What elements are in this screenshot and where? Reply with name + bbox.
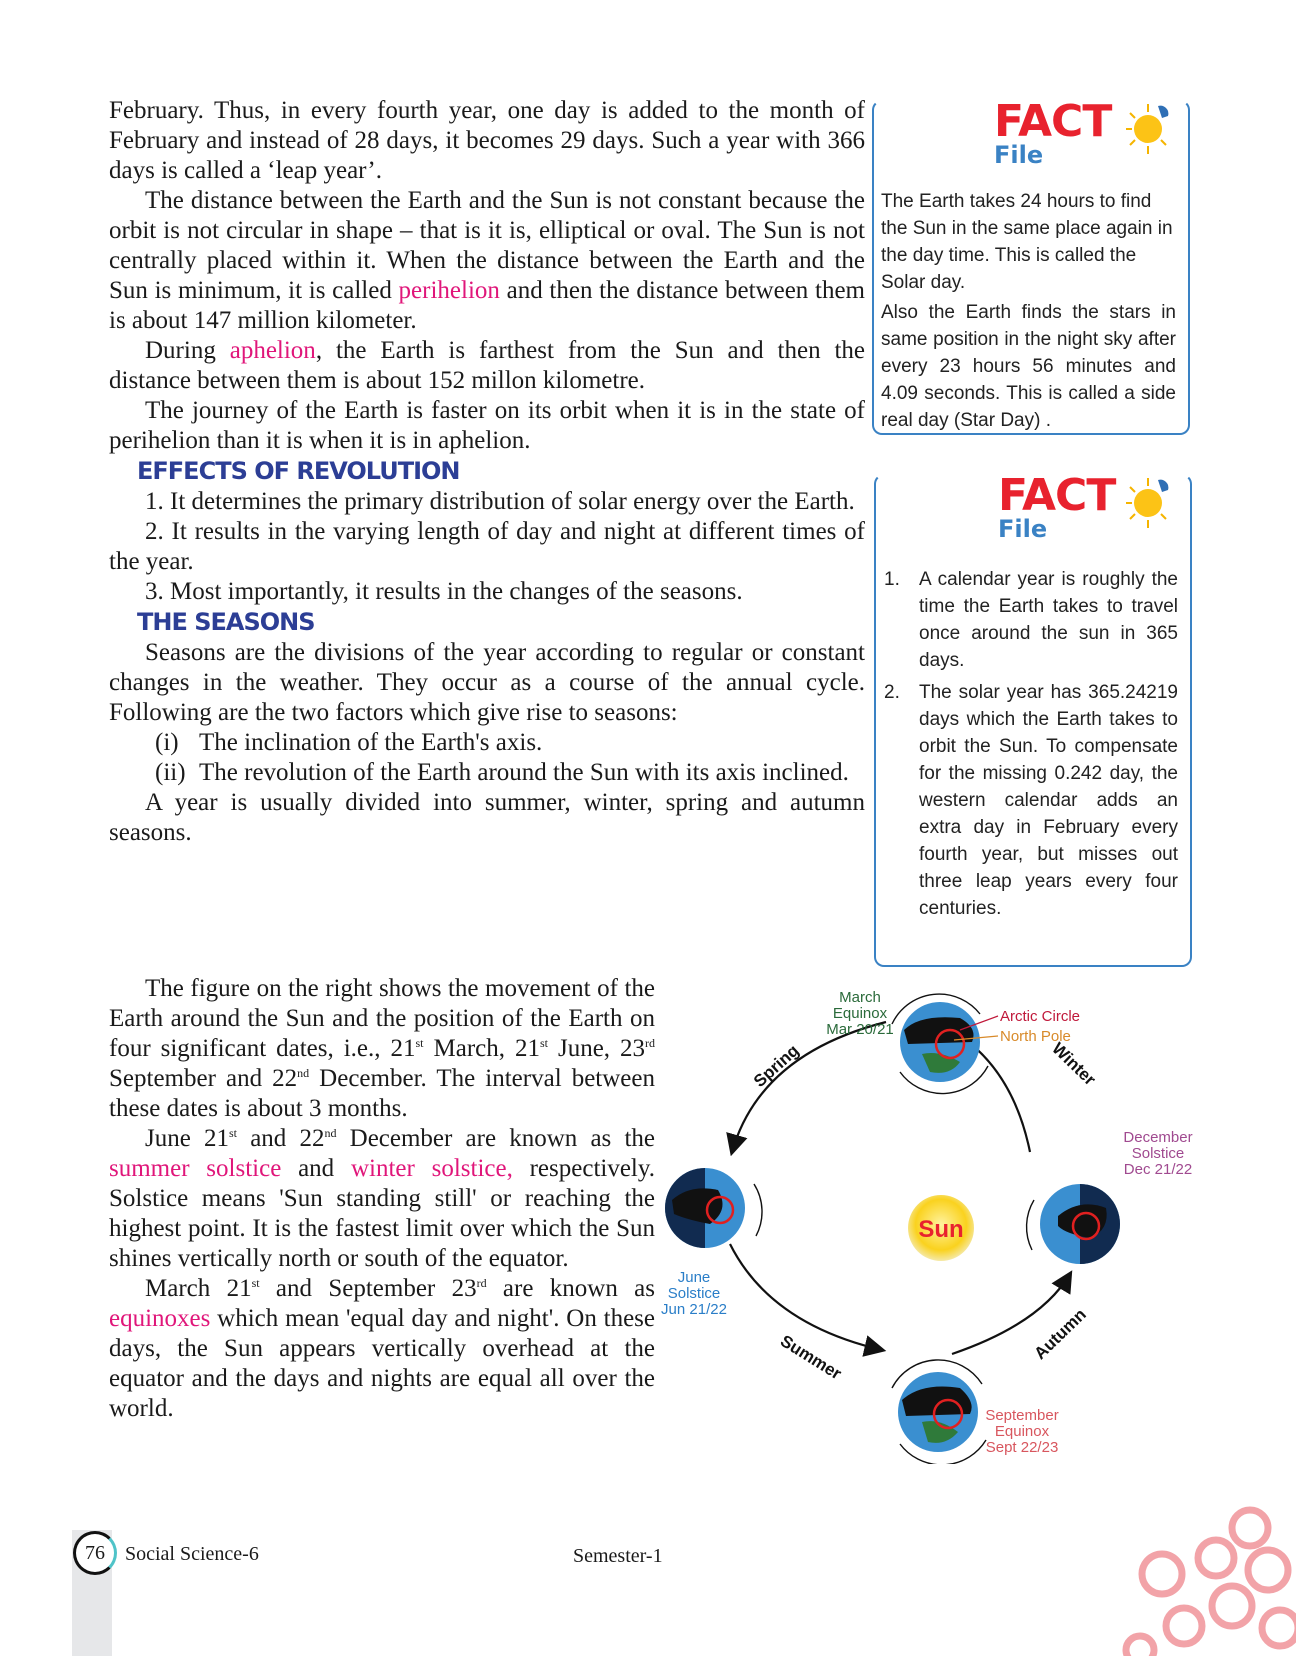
heading-effects-of-revolution: EFFECTS OF REVOLUTION [137,457,460,485]
fact-body [883,566,1178,927]
paragraph-journey: The journey of the Earth is faster on its orbit when it is in the state of perihelion than it is when it is in aphelion. [109,397,865,454]
text: The figure on the right shows the movement of the Earth around the Sun and the position of the Earth on four significant dates, i.e., 21 [109,975,655,1062]
fact-item-text: The solar year has 365.24219 days which the Earth takes to orbit the Sun. To compensate for the missing 0.242 day, the western calendar adds an extra day in February every fourth year, but misses out three leap years every four centuries. [919,682,1178,919]
text: and then the distance between them is about 147 million kilometer. [109,277,865,334]
fact-item [883,679,1178,922]
march-label [826,989,894,1038]
list-text: The inclination of the Earth's axis. [199,729,543,756]
season-autumn-label: Autumn [1030,1304,1090,1364]
text: September and 22 [109,1065,298,1092]
text: are known as [486,1275,655,1302]
paragraph-four-seasons: A year is usually divided into summer, winter, spring and autumn seasons. [109,789,865,846]
label-line: Dec 21/22 [1123,1161,1193,1178]
arctic-circle-label: Arctic Circle [1000,1008,1081,1025]
earth-march [892,994,988,1093]
factor-item [109,758,865,788]
text: June 21 [145,1125,229,1152]
list-text: The revolution of the Earth around the Sun with its axis inclined. [199,759,849,786]
label-line: Sept 22/23 [985,1439,1059,1456]
orbit-arrow-spring [732,1022,886,1152]
june-label [661,1269,727,1318]
sun-icon [1118,474,1184,534]
december-label [1123,1129,1192,1178]
label-line: Solstice [1131,1145,1185,1162]
term-summer-solstice: summer solstice [109,1155,282,1182]
sup: st [251,1276,260,1290]
narrow-text [109,974,655,1424]
semester-label: Semester-1 [573,1545,663,1567]
september-label [985,1407,1058,1456]
label-line: December [1123,1129,1193,1146]
north-pole-label: North Pole [1000,1028,1071,1045]
fact-file-heading [994,96,1112,169]
fact-item-text: A calendar year is roughly the time the Earth takes to travel once around the sun in 365 days. [919,569,1178,671]
label-line: Equinox [994,1423,1050,1440]
list-number: (ii) [155,759,186,786]
label-line: September [985,1407,1059,1424]
effect-item: 2. It results in the varying length of day and night at different times of the year. [109,518,865,575]
fact-title: FACT [998,470,1116,521]
label-line: Mar 20/21 [826,1021,894,1038]
text: March 21 [145,1275,252,1302]
sup: st [415,1036,424,1050]
label-line: June [677,1269,711,1286]
text: and 22 [237,1125,325,1152]
text: and September 23 [259,1275,477,1302]
term-perihelion: perihelion [398,277,500,304]
text: and [281,1155,351,1182]
effect-item: 3. Most importantly, it results in the changes of the seasons. [145,578,743,605]
label-line: Solstice [667,1285,721,1302]
fact-subtitle: File [998,515,1048,543]
text: March, 21 [423,1035,540,1062]
season-spring-label: Spring [749,1040,803,1091]
paragraph-equinox [109,1274,655,1424]
decorative-circles [1120,1500,1296,1656]
text: respectively. Solstice means 'Sun standing still' or reaching the highest point. It is the fastest limit over which the Sun shines vertically north or south of the equator. [109,1155,655,1272]
paragraph-leap-year: February. Thus, in every fourth year, one day is added to the month of February and instead of 28 days, it becomes 29 days. Such a year with 366 days is called a ‘leap year’. [109,97,865,184]
paragraph-seasons: Seasons are the divisions of the year according to regular or constant changes in the weather. They occur as a course of the annual cycle. Following are the two factors which give rise to seasons: [109,639,865,726]
fact-item [883,566,1178,674]
fact-file-box [872,96,1190,435]
fact-text: The Earth takes 24 hours to find the Sun in the same place again in the day time. This is called the Solar day. [881,191,1173,293]
orbit-arrow-summer [730,1244,882,1350]
sup: nd [297,1066,310,1080]
sup: rd [645,1036,656,1050]
term-winter-solstice: winter solstice, [350,1155,513,1182]
sun-label: Sun [918,1216,964,1243]
fact-body [881,188,1176,437]
fact-title: FACT [994,96,1112,147]
season-winter-label: Winter [1048,1038,1100,1090]
term-equinoxes: equinoxes [109,1305,211,1332]
fact-file-heading [998,470,1116,543]
fact-item-number: 1. [884,569,900,590]
paragraph-solstice [109,1124,655,1274]
text: June, 23 [547,1035,646,1062]
text: During [145,337,230,364]
earth-december [1027,1184,1120,1264]
book-title: Social Science-6 [125,1543,259,1565]
factor-item [109,728,865,758]
text: The distance between the Earth and the Sun is not constant because the orbit is not circular in shape – that is it is, elliptical or oval. The Sun is not centrally placed within it. When the distance between the Earth and the Sun is minimum, it is called [109,187,865,304]
fact-subtitle: File [994,141,1044,169]
sup: nd [324,1126,337,1140]
seasons-diagram [660,984,1216,1464]
paragraph-aphelion [109,336,865,396]
label-line: Equinox [832,1005,888,1022]
page-number: 76 [73,1531,117,1575]
text: which mean 'equal day and night'. On these days, the Sun appears vertically overhead at the equator and the days and nights are equal all over the world. [109,1305,655,1422]
text: December. The interval between these dates is about 3 months. [109,1065,655,1122]
sun-icon [1118,100,1184,160]
main-text [109,96,865,848]
term-aphelion: aphelion [229,337,316,364]
list-number: (i) [155,729,179,756]
paragraph-figure [109,974,655,1124]
season-summer-label: Summer [777,1331,845,1384]
text: December are known as the [336,1125,655,1152]
earth-september [892,1360,986,1464]
earth-june [665,1168,762,1248]
fact-item-number: 2. [884,682,900,703]
sup: st [229,1126,238,1140]
heading-the-seasons: THE SEASONS [137,608,315,636]
fact-file-box [874,470,1192,967]
paragraph-distance [109,186,865,336]
sup: rd [476,1276,487,1290]
label-line: March [839,989,881,1006]
fact-text: Also the Earth finds the stars in same position in the night sky after every 23 hours 56 minutes and 4.09 seconds. This is called a side real day (Star Day) . [881,302,1176,431]
sup: st [539,1036,548,1050]
label-line: Jun 21/22 [661,1301,727,1318]
effect-item: 1. It determines the primary distribution of solar energy over the Earth. [145,488,855,515]
text: , the Earth is farthest from the Sun and then the distance between them is about 152 millon kilometre. [109,337,865,394]
